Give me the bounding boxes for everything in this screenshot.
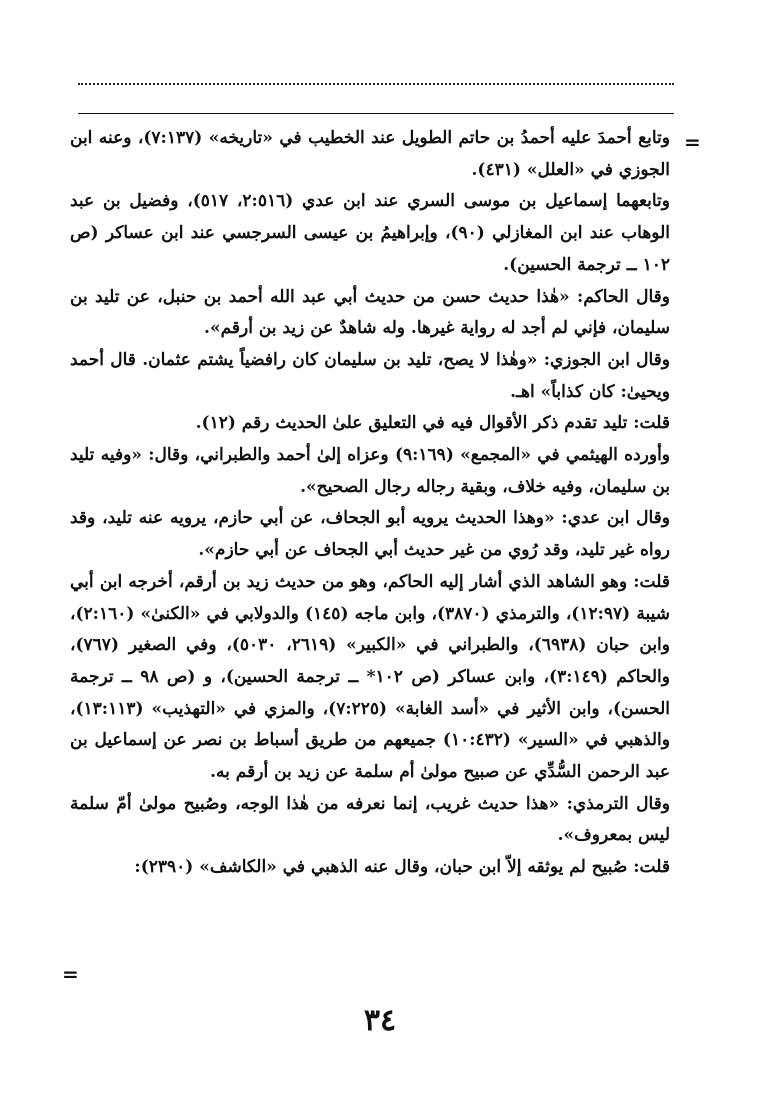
paragraph-9: وقال الترمذي: «هذا حديث غريب، إنما نعرفه من هٰذا الوجه، وصُبيح مولىٰ أمّ سلمة ليس بمعروف». xyxy=(70,793,670,846)
paragraph-1: وتابع أحمدَ عليه أحمدُ بن حاتم الطويل عند الخطيب في «تاريخه» (٧:١٣٧)، وعنه ابن الجوزي في «العلل» (٤٣١). xyxy=(70,128,670,180)
paragraph-2: وتابعهما إسماعيل بن موسى السري عند ابن عدي (٢:٥١٦، ٥١٧)، وفضيل بن عبد الوهاب عند ابن المغازلي (٩٠)، وإبراهيمُ بن عيسى السرجسي عند ابن عساكر (ص ١٠٢ ــ ترجمة الحسين). xyxy=(70,191,671,275)
paragraph-4: وقال ابن الجوزي: «وهٰذا لا يصح، تليد بن سليمان كان رافضياً يشتم عثمان. قال أحمد ويحيىٰ: كان كذاباً» اهـ. xyxy=(70,349,670,402)
paragraph-6: وأورده الهيثمي في «المجمع» (٩:١٦٩) وعزاه إلىٰ أحمد والطبراني، وقال: «وفيه تليد بن سليمان، وفيه خلاف، وبقية رجاله رجال الصحيح». xyxy=(70,445,670,497)
continuation-marker-top: = xyxy=(684,130,701,154)
paragraph-3: وقال الحاكم: «هٰذا حديث حسن من حديث أبي عبد الله أحمد بن حنبل، عن تليد بن سليمان، فإني لم أجد له رواية غيرها. وله شاهدٌ عن زيد بن أرقم». xyxy=(70,286,670,339)
page-number: ٣٤ xyxy=(363,1003,397,1038)
paragraph-5: قلت: تليد تقدم ذكر الأقوال فيه في التعليق علىٰ الحديث رقم (١٢). xyxy=(195,413,670,434)
continuation-marker-bottom: = xyxy=(62,962,79,986)
header-dotted-rule xyxy=(78,83,674,85)
paragraph-8: قلت: وهو الشاهد الذي أشار إليه الحاكم، وهو من حديث زيد بن أرقم، أخرجه ابن أبي شيبة (١٢:٩٧)، والترمذي (٣٨٧٠)، وابن ماجه (١٤٥) والدولابي في «الكنىٰ» (٢:١٦٠)، وابن حبان (٦٩٣٨)، والطبراني في «الكبير» (٢٦١٩، ٥٠٣٠)، وفي الصغير (٧٦٧)، والحاكم (٣:١٤٩)، وابن عساكر (ص ١٠٢* ــ ترجمة الحسين)، و (ص ٩٨ ــ ترجمة الحسن)، وابن الأثير في «أسد الغابة» (٧:٢٢٥)، والمزي في «التهذيب» (١٣:١١٣)، والذهبي في «السير» (١٠:٤٣٢) جميعهم من طريق أسباط بن نصر عن إسماعيل بن عبد الرحمن السُّدِّي عن صبيح مولىٰ أم سلمة عن زيد بن أرقم به. xyxy=(70,571,671,783)
paragraph-10: قلت: صُبيح لم يوثقه إلاّ ابن حبان، وقال عنه الذهبي في «الكاشف» (٢٣٩٠): xyxy=(134,857,670,878)
footnote-body xyxy=(70,123,670,963)
header-solid-rule xyxy=(78,113,674,114)
paragraph-7: وقال ابن عدي: «وهذا الحديث يرويه أبو الجحاف، عن أبي حازم، يرويه عنه تليد، وقد رواه غير تليد، وقد رُوي من غير حديث أبي الجحاف عن أبي حازم». xyxy=(70,508,670,561)
